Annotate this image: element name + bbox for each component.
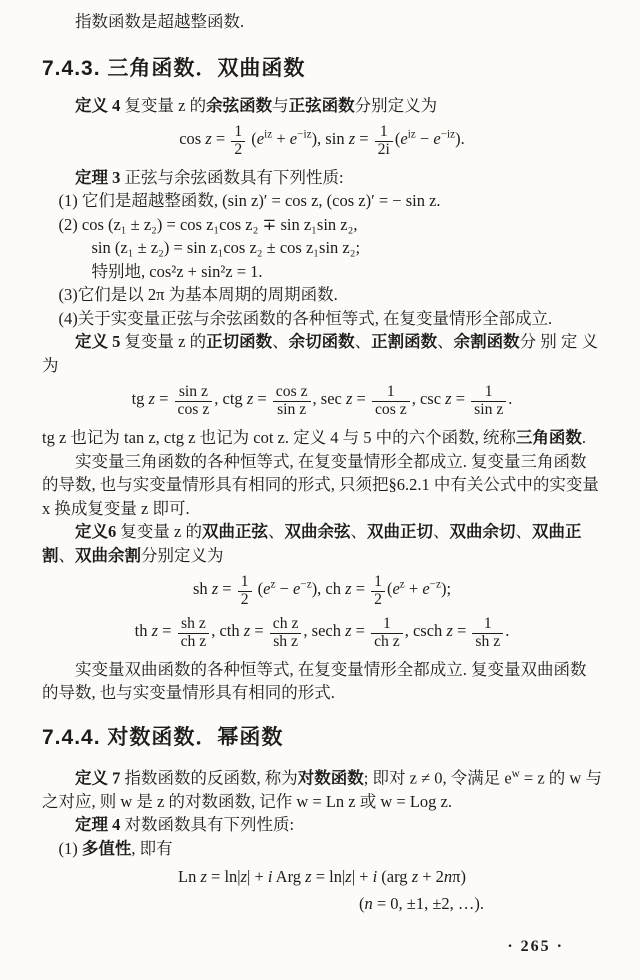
formula-cos-sin-definition: cos z = $\frac{1}{2}$ $(e^{iz} + e^{-iz})$, sin z = $\frac{1}{2i}$ $(e^{iz} - e^{-iz})$.: [179, 123, 465, 158]
theorem-3-item-3: (3)它们是以 2π 为基本周期的周期函数.: [58, 285, 338, 305]
theorem-3-item-1: (1) 它们是超越整函数, (sin z)′ = cos z, (cos z)′ = − sin z.: [58, 191, 441, 211]
theorem-4-item-1: (1) 多值性, 即有: [58, 838, 173, 858]
definition-7-paragraph: 定义 7 指数函数的反函数, 称为对数函数; 即对 z ≠ 0, 令满足 $e^w = z$ 的 w 与之对应, 则 w 是 z 的对数函数, 记作 w = Ln z 或 w = Log z.: [42, 767, 602, 811]
formula-n-range: (n = 0, ±1, ±2, …).: [358, 894, 484, 914]
page-number: · 265 ·: [507, 938, 564, 955]
definition-5-paragraph: 定义 5 复变量 z 的正切函数、余切函数、正割函数、余割函数分 别 定 义 为: [42, 332, 598, 375]
theorem-4-paragraph: 定理 4 对数函数具有下列性质:: [75, 815, 295, 835]
theorem-3-paragraph: 定理 3 正弦与余弦函数具有下列性质:: [75, 167, 344, 187]
intro-line: 指数函数是超越整函数.: [75, 12, 245, 31]
formula-th-cth-sech-csch: th z = $\frac{\text{sh z}}{\text{ch z}}$ , cth z = $\frac{\text{ch z}}{\text{sh z}}$ , sech z = $\frac{1}{\text{ch z}}$ , csch z = $\frac{1}{\text{sh z}}$ .: [134, 615, 510, 650]
trig-identities-paragraph: 实变量三角函数的各种恒等式, 在复变量情形全都成立. 复变量三角函数的导数, 也与实变量情形具有相同的形式, 只须把§6.2.1 中有关公式中的实变量 x 换成复变量 z 即可.: [42, 451, 599, 518]
tg-notation-paragraph: tg z 也记为 tan z, ctg z 也记为 cot z. 定义 4 与 5 中的六个函数, 统称三角函数.: [42, 428, 586, 448]
section-heading-7-4-3: 7.4.3. 三角函数．双曲函数: [42, 56, 306, 80]
theorem-3-item-2-line-1: (2) cos (z₁ ± z₂) = cos z₁cos z₂ ∓ sin z₁sin z₂,: [58, 214, 358, 234]
theorem-3-item-2-line-2: sin (z₁ ± z₂) = sin z₁cos z₂ ± cos z₁sin z₂;: [91, 238, 361, 258]
theorem-3-item-2-line-3: 特别地, cos²z + sin²z = 1.: [91, 261, 263, 281]
section-heading-7-4-4: 7.4.4. 对数函数．幂函数: [42, 725, 284, 749]
formula-sh-ch-definition: sh z = $\frac{1}{2}$ $(e^z - e^{-z})$, ch z = $\frac{1}{2}$ $(e^z + e^{-z})$;: [192, 573, 452, 609]
hyperbolic-identities-paragraph: 实变量双曲函数的各种恒等式, 在复变量情形全都成立. 复变量双曲函数的导数, 也与实变量情形具有相同的形式.: [42, 659, 587, 703]
formula-ln-multivalued: Ln z = ln|z| + i Arg z = ln|z| + i (arg z + 2nπ): [178, 867, 466, 887]
formula-tg-ctg-sec-csc: tg z = $\frac{\text{sin z}}{\text{cos z}}$ , ctg z = $\frac{\text{cos z}}{\text{sin z}}$ , sec z = $\frac{1}{\text{cos z}}$ , csc z = $\frac{1}{\text{sin z}}$ .: [131, 383, 513, 419]
definition-6-paragraph: 定义6 复变量 z 的双曲正弦、双曲余弦、双曲正切、双曲余切、双曲正割、双曲余割分别定义为: [42, 522, 582, 565]
theorem-3-item-4: (4)关于实变量正弦与余弦函数的各种恒等式, 在复变量情形全部成立.: [58, 308, 553, 328]
definition-4-paragraph: 定义 4 复变量 z 的余弦函数与正弦函数分别定义为: [75, 95, 438, 115]
